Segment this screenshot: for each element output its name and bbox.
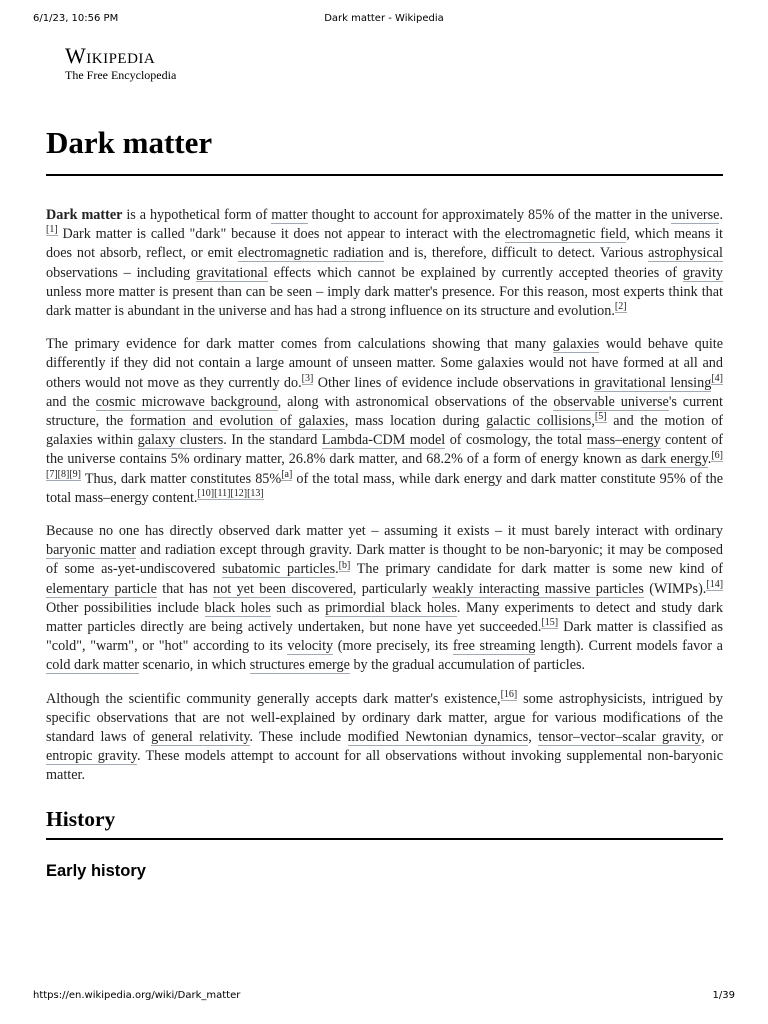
text: and radiation except through gravity. Dark matter is thought to be non-baryonic; it may be composed of some as-yet-undiscovered <box>46 542 724 578</box>
citation-7[interactable]: [7] <box>46 468 58 480</box>
citation-10[interactable]: [10] <box>197 488 215 500</box>
subsection-heading-early-history: Early history <box>46 861 146 880</box>
text: unless more matter is present than can be seen – imply dark matter's presence. For this reason, most experts think that dark matter is abundant in the universe and has had a strong influence on its structure and evolution. <box>46 283 723 320</box>
link-mass-energy[interactable]: mass–energy <box>586 432 661 449</box>
logo-wordmark: Wikipedia <box>65 43 156 68</box>
text: (more precisely, its <box>333 638 453 655</box>
text: , mass location during <box>344 413 487 430</box>
text: 's current structure, the <box>46 393 723 430</box>
text: Other possibilities include <box>46 599 205 616</box>
text: . These include <box>249 729 348 746</box>
text: , particularly <box>352 580 433 597</box>
print-header <box>0 13 768 29</box>
link-general-relativity[interactable]: general relativity <box>151 729 250 746</box>
text: and the <box>46 393 96 410</box>
link-cold-dark-matter[interactable]: cold dark matter <box>46 657 139 674</box>
text: of cosmology, the total <box>445 432 587 449</box>
text: would behave quite differently if they did not contain a large amount of unseen matter. Some galaxies would not have formed at all and others would not move as they currently do. <box>46 336 723 391</box>
citation-3[interactable]: [3] <box>301 372 314 384</box>
text: The primary candidate for dark matter is some new kind of <box>350 561 723 578</box>
print-footer <box>0 990 768 1006</box>
note-b[interactable]: [b] <box>338 559 351 571</box>
text: Dark matter is called "dark" because it does not appear to interact with the <box>57 226 505 243</box>
citation-12[interactable]: [12] <box>230 488 248 500</box>
text: thought to account for approximately 85% of the matter in the <box>307 207 672 223</box>
link-baryonic-matter[interactable]: baryonic matter <box>46 542 137 559</box>
print-date: 6/1/23, 10:56 PM <box>33 13 119 24</box>
link-galaxy-clusters[interactable]: galaxy clusters <box>137 432 224 449</box>
citation-16[interactable]: [16] <box>500 688 518 700</box>
link-galaxies[interactable]: galaxies <box>552 336 600 353</box>
text: effects which cannot be explained by currently accepted theories of <box>267 264 683 281</box>
citation-11[interactable]: [11] <box>214 488 231 500</box>
link-gravitational[interactable]: gravitational <box>196 264 268 281</box>
text: that has <box>156 580 214 597</box>
text: Thus, dark matter constitutes 85% <box>81 470 282 487</box>
citation-1[interactable]: [1] <box>46 224 58 236</box>
text: Although the scientific community generally accepts dark matter's existence, <box>46 690 501 707</box>
link-cosmic-microwave-background[interactable]: cosmic microwave background <box>95 393 278 410</box>
link-primordial-black-holes[interactable]: primordial black holes <box>325 599 457 616</box>
text: observations – including <box>46 264 197 281</box>
citation-14[interactable]: [14] <box>706 578 724 590</box>
link-gravitational-lensing[interactable]: gravitational lensing <box>594 374 712 391</box>
print-page-title: Dark matter - Wikipedia <box>324 13 444 24</box>
link-galactic-collisions[interactable]: galactic collisions <box>486 413 592 430</box>
link-modified-newtonian-dynamics[interactable]: modified Newtonian dynamics <box>347 729 529 746</box>
text: is a hypothetical form of <box>122 207 272 223</box>
text: . In the standard <box>223 432 322 449</box>
link-elementary-particle[interactable]: elementary particle <box>46 580 157 597</box>
link-entropic-gravity[interactable]: entropic gravity <box>46 748 137 765</box>
link-wimps[interactable]: weakly interacting massive particles <box>432 580 644 597</box>
print-page-number: 1/39 <box>712 990 735 1001</box>
citation-9[interactable]: [9] <box>69 468 82 480</box>
link-dark-energy[interactable]: dark energy <box>641 451 708 468</box>
text: Dark matter is classified as "cold", "warm", or "hot" according to its <box>46 619 723 655</box>
text: length). Current models favor a <box>535 638 723 655</box>
citation-5[interactable]: [5] <box>594 411 607 423</box>
text: such as <box>270 599 326 616</box>
link-gravity[interactable]: gravity <box>682 264 723 281</box>
link-velocity[interactable]: velocity <box>287 638 334 655</box>
link-universe[interactable]: universe <box>671 207 720 223</box>
citation-4[interactable]: [4] <box>711 372 723 384</box>
link-structures-emerge[interactable]: structures emerge <box>249 657 350 674</box>
text: . These models attempt to account for all observations without invoking supplemental non-baryonic matter. <box>46 748 724 784</box>
text: , or <box>701 729 723 746</box>
citation-6[interactable]: [6] <box>711 449 723 461</box>
citation-13[interactable]: [13] <box>247 488 264 500</box>
link-free-streaming[interactable]: free streaming <box>452 638 536 655</box>
text: scenario, in which <box>138 657 250 674</box>
link-subatomic-particles[interactable]: subatomic particles <box>222 561 336 578</box>
article-content <box>46 120 723 882</box>
link-tensor-vector-scalar-gravity[interactable]: tensor–vector–scalar gravity <box>538 729 702 746</box>
link-electromagnetic-radiation[interactable]: electromagnetic radiation <box>237 245 384 262</box>
paragraph-nature: Because no one has directly observed dark matter yet – assuming it exists – it must barely interact with ordinary baryonic matter and radiation except through gravity. Dark matter is thought to be non-baryonic; it may be composed of some as-yet-undiscovered subatomic particles.[b] The primary candidate for dark matter is some new kind of elementary particle that has not yet been discovered, particularly weakly interacting massive particles (WIMPs).[14] Other possibilities include black holes such as primordial black holes. Many experiments to detect and study dark matter particles directly are being actively undertaken, but none have yet succeeded.[15] Dark matter is classified as "cold", "warm", or "hot" according to its velocity (more precisely, its free streaming length). Current models favor a cold dark matter scenario, in which structures emerge by the gradual accumulation of particles. <box>46 523 724 674</box>
citation-8[interactable]: [8] <box>57 468 70 480</box>
text: , <box>528 729 539 746</box>
link-observable-universe[interactable]: observable universe <box>553 393 669 410</box>
page-title: Dark matter <box>46 120 723 176</box>
link-lambda-cdm-model[interactable]: Lambda-CDM model <box>321 432 446 449</box>
text: by the gradual accumulation of particles. <box>349 657 586 674</box>
citation-15[interactable]: [15] <box>541 617 559 629</box>
link-electromagnetic-field[interactable]: electromagnetic field <box>504 226 627 243</box>
text: . Many experiments to detect and study dark matter particles directly are being actively undertaken, but none have yet succeeded. <box>46 599 723 636</box>
wikipedia-logo[interactable] <box>65 44 176 82</box>
citation-2[interactable]: [2] <box>614 301 627 313</box>
text: some astrophysicists, intrigued by specific observations that are not well-explained by ordinary dark matter, argue for various modifications of the standard laws of <box>46 690 723 746</box>
link-black-holes[interactable]: black holes <box>204 599 271 616</box>
text: and is, therefore, difficult to detect. Various <box>383 245 649 262</box>
section-heading-history: History <box>46 804 723 840</box>
text: content of the universe contains 5% ordinary matter, 26.8% dark matter, and 68.2% of a form of energy known as <box>46 432 724 468</box>
paragraph-alternatives <box>46 690 723 786</box>
paragraph-evidence: The primary evidence for dark matter comes from calculations showing that many galaxies would behave quite differently if they did not contain a large amount of unseen matter. Some galaxies would not have formed at all and others would not move as they currently do.[3] Other lines of evidence include observations in gravitational lensing[4] and the cosmic microwave background, along with astronomical observations of the observable universe's current structure, the formation and evolution of galaxies, mass location during galactic collisions,[5] and the motion of galaxies within galaxy clusters. In the standard Lambda-CDM model of cosmology, the total mass–energy content of the universe contains 5% ordinary matter, 26.8% dark matter, and 68.2% of a form of energy known as dark energy.[6][7][8][9] Thus, dark matter constitutes 85%[a] of the total mass, while dark energy and dark matter constitute 95% of the total mass–energy content.[10][11][12][13] <box>46 336 724 506</box>
text: Other lines of evidence include observations in <box>313 374 595 391</box>
print-url: https://en.wikipedia.org/wiki/Dark_matter <box>33 990 241 1001</box>
link-astrophysical[interactable]: astrophysical <box>648 245 723 262</box>
bold-term: Dark matter <box>46 207 123 223</box>
note-a[interactable]: [a] <box>281 468 293 480</box>
text: Because no one has directly observed dark matter yet – assuming it exists – it must barely interact with ordinary <box>46 523 723 540</box>
text: and the motion of galaxies within <box>46 413 724 449</box>
logo-tagline: The Free Encyclopedia <box>65 68 177 82</box>
paragraph-intro: Dark matter is a hypothetical form of matter thought to account for approximately 85% of the matter in the universe.[1] Dark matter is called "dark" because it does not appear to interact with the electromagnetic field, which means it does not absorb, reflect, or emit electromagnetic radiation and is, therefore, difficult to detect. Various astrophysical observations – including gravitational effects which cannot be explained by currently accepted theories of gravity unless more matter is present than can be seen – imply dark matter's presence. For this reason, most experts think that dark matter is abundant in the universe and has had a strong influence on its structure and evolution.[2] <box>46 207 723 320</box>
link-matter[interactable]: matter <box>271 207 308 223</box>
link-formation-evolution-galaxies[interactable]: formation and evolution of galaxies <box>129 413 345 430</box>
text: of the total mass, while dark energy and dark matter constitute 95% of the total mass–energy content. <box>46 470 723 506</box>
text: , which means it does not absorb, reflect, or emit <box>46 226 723 262</box>
link-not-yet-discovered[interactable]: not yet been discovered <box>213 580 353 597</box>
text: The primary evidence for dark matter comes from calculations showing that many <box>46 336 553 353</box>
text: , along with astronomical observations of the <box>277 393 554 410</box>
text: (WIMPs). <box>643 580 707 597</box>
